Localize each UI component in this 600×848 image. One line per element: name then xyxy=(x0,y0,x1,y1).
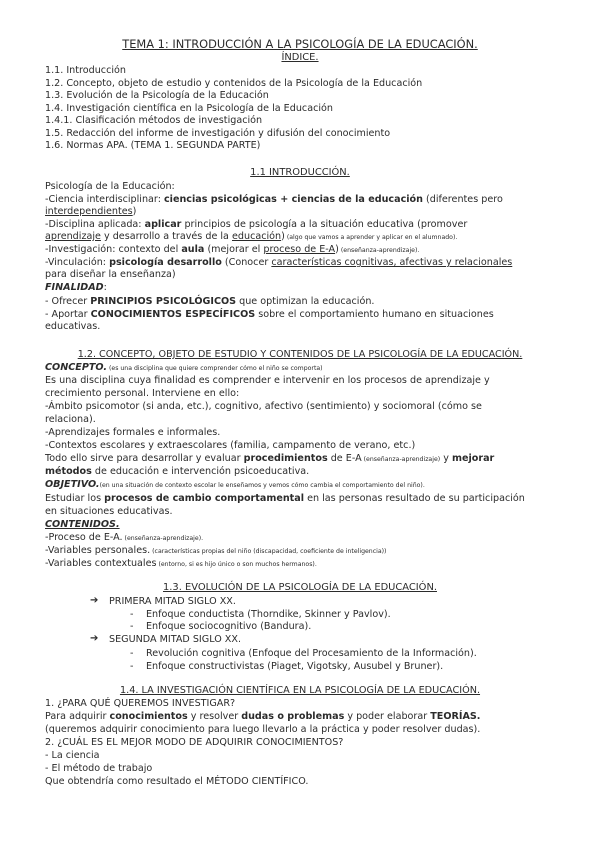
index-heading: ÍNDICE. xyxy=(281,52,319,63)
index-item: 1.4. Investigación científica en la Psicología de la Educación xyxy=(45,103,333,114)
paragraph-line: OBJETIVO.(en una situación de contexto escolar le enseñamos y vemos cómo cambia el comportamiento del niño). xyxy=(45,479,425,490)
section-heading-1-1: 1.1 INTRODUCCIÓN. xyxy=(250,167,350,178)
arrow-bullet-icon: ➔ xyxy=(90,595,99,606)
paragraph-line: Psicología de la Educación: xyxy=(45,181,175,192)
paragraph-line: CONCEPTO. (es una disciplina que quiere comprender cómo el niño se comporta) xyxy=(45,362,323,373)
section-heading-1-3: 1.3. EVOLUCIÓN DE LA PSICOLOGÍA DE LA EDUCACIÓN. xyxy=(163,582,437,593)
index-item: 1.6. Normas APA. (TEMA 1. SEGUNDA PARTE) xyxy=(45,140,261,151)
paragraph-line: métodos de educación e intervención psicoeducativa. xyxy=(45,466,310,477)
paragraph-line: -Contextos escolares y extraescolares (familia, campamento de verano, etc.) xyxy=(45,440,416,451)
paragraph-line: - Aportar CONOCIMIENTOS ESPECÍFICOS sobre el comportamiento humano en situaciones xyxy=(45,309,494,320)
list-item: PRIMERA MITAD SIGLO XX. xyxy=(109,596,236,607)
paragraph-line: para diseñar la enseñanza) xyxy=(45,269,176,280)
list-item: Enfoque constructivistas (Piaget, Vigotsky, Ausubel y Bruner). xyxy=(146,661,444,672)
dash-bullet: - xyxy=(130,661,134,672)
paragraph-line: Para adquirir conocimientos y resolver dudas o problemas y poder elaborar TEORÍAS. xyxy=(45,711,481,722)
dash-bullet: - xyxy=(130,621,134,632)
paragraph-line: 2. ¿CUÁL ES EL MEJOR MODO DE ADQUIRIR CONOCIMIENTOS? xyxy=(45,737,344,748)
list-item: Enfoque conductista (Thorndike, Skinner y Pavlov). xyxy=(146,609,391,620)
paragraph-line: relaciona). xyxy=(45,414,96,425)
arrow-bullet-icon: ➔ xyxy=(90,633,99,644)
paragraph-line: Estudiar los procesos de cambio comportamental en las personas resultado de su participación xyxy=(45,493,525,504)
paragraph-line: 1. ¿PARA QUÉ QUEREMOS INVESTIGAR? xyxy=(45,698,236,709)
paragraph-line: Es una disciplina cuya finalidad es comprender e intervenir en los procesos de aprendizaje y xyxy=(45,375,490,386)
paragraph-line: FINALIDAD: xyxy=(45,282,107,293)
index-item: 1.2. Concepto, objeto de estudio y contenidos de la Psicología de la Educación xyxy=(45,78,423,89)
paragraph-line: - La ciencia xyxy=(45,750,100,761)
dash-bullet: - xyxy=(130,648,134,659)
dash-bullet: - xyxy=(130,609,134,620)
list-item: SEGUNDA MITAD SIGLO XX. xyxy=(109,634,241,645)
paragraph-line: - Ofrecer PRINCIPIOS PSICOLÓGICOS que optimizan la educación. xyxy=(45,296,375,307)
paragraph-line: -Ámbito psicomotor (si anda, etc.), cognitivo, afectivo (sentimiento) y sociomoral (cómo se xyxy=(45,401,482,412)
index-item: 1.5. Redacción del informe de investigación y difusión del conocimiento xyxy=(45,128,391,139)
paragraph-line: Todo ello sirve para desarrollar y evaluar procedimientos de E-A (enseñanza-aprendizaje) y mejorar xyxy=(45,453,495,464)
paragraph-line: interdependientes) xyxy=(45,206,137,217)
paragraph-line: -Investigación: contexto del aula (mejorar el proceso de E-A) (enseñanza-aprendizaje). xyxy=(45,244,420,255)
paragraph-line: Que obtendría como resultado el MÉTODO CIENTÍFICO. xyxy=(45,776,309,787)
section-heading-1-2: 1.2. CONCEPTO, OBJETO DE ESTUDIO Y CONTENIDOS DE LA PSICOLOGÍA DE LA EDUCACIÓN. xyxy=(77,349,523,360)
paragraph-line: -Vinculación: psicología desarrollo (Conocer características cognitivas, afectivas y relacionales xyxy=(45,257,513,268)
paragraph-line: aprendizaje y desarrollo a través de la educación) (algo que vamos a aprender y aplicar en el alumnado). xyxy=(45,231,458,242)
paragraph-line: CONTENIDOS. xyxy=(45,519,120,530)
paragraph-line: -Disciplina aplicada: aplicar principios de psicología a la situación educativa (promover xyxy=(45,219,468,230)
index-item: 1.4.1. Clasificación métodos de investigación xyxy=(45,115,263,126)
paragraph-line: - El método de trabajo xyxy=(45,763,153,774)
paragraph-line: educativas. xyxy=(45,321,101,332)
paragraph-line: crecimiento personal. Interviene en ello: xyxy=(45,388,240,399)
paragraph-line: -Proceso de E-A. (enseñanza-aprendizaje). xyxy=(45,532,204,543)
paragraph-line: -Aprendizajes formales e informales. xyxy=(45,427,221,438)
paragraph-line: -Variables personales. (características propias del niño (discapacidad, coeficiente de inteligencia)) xyxy=(45,545,387,556)
paragraph-line: -Variables contextuales (entorno, si es hijo único o son muchos hermanos). xyxy=(45,558,317,569)
section-heading-1-4: 1.4. LA INVESTIGACIÓN CIENTÍFICA EN LA PSICOLOGÍA DE LA EDUCACIÓN. xyxy=(119,685,481,696)
list-item: Enfoque sociocognitivo (Bandura). xyxy=(146,621,312,632)
index-item: 1.3. Evolución de la Psicología de la Educación xyxy=(45,90,269,101)
page-title: TEMA 1: INTRODUCCIÓN A LA PSICOLOGÍA DE LA EDUCACIÓN. xyxy=(122,37,478,51)
paragraph-line: en situaciones educativas. xyxy=(45,506,173,517)
index-item: 1.1. Introducción xyxy=(45,65,126,76)
paragraph-line: (queremos adquirir conocimiento para luego llevarlo a la práctica y poder resolver dudas). xyxy=(45,724,481,735)
paragraph-line: -Ciencia interdisciplinar: ciencias psicológicas + ciencias de la educación (diferentes pero xyxy=(45,194,503,205)
list-item: Revolución cognitiva (Enfoque del Procesamiento de la Información). xyxy=(146,648,477,659)
